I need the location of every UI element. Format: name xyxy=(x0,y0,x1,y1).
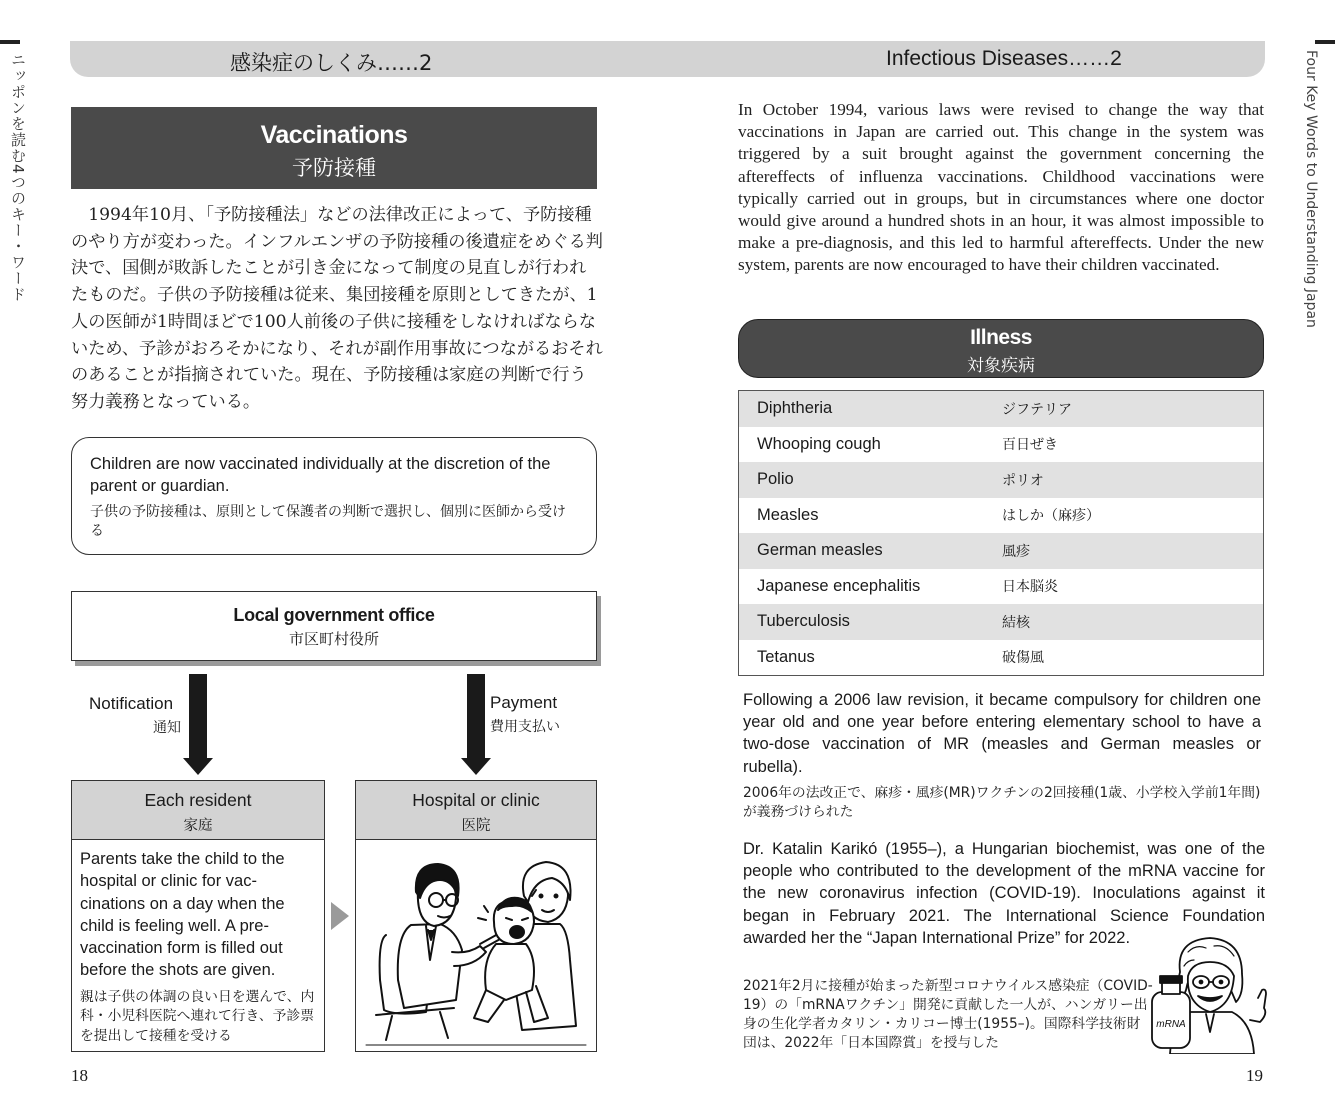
english-body-paragraph: In October 1994, various laws were revised to change the way that vaccinations in Japan are carried out. This change in the system was triggered by a suit brought against the government concerning the aftereffects of influenza vaccinations. Childhood vaccinations were typically carried out in groups, but in circumstances where one doctor would give around a hundred shots in an hour, it was almost impossible to make a pre-diagnosis, and this led to harmful aftereffects. Under the new system, parents are now encouraged to have their children vaccinated. xyxy=(738,100,1264,275)
left-side-series-title: ニッポンを読む4つのキー・ワード xyxy=(9,52,27,303)
illness-name-en: Diphtheria xyxy=(757,399,833,418)
illness-name-en: Measles xyxy=(757,505,819,524)
illness-row xyxy=(739,427,1263,463)
callout-text-jp: 子供の予防接種は、原則として保護者の判断で選択し、個別に医師から受ける xyxy=(90,504,566,539)
discretion-callout xyxy=(71,437,597,555)
illness-title-en: Illness xyxy=(970,326,1032,349)
hospital-label-jp: 医院 xyxy=(461,818,491,834)
illness-name-en: Polio xyxy=(757,470,794,489)
illness-name-jp: ジフテリア xyxy=(1002,401,1072,418)
illness-row xyxy=(739,462,1263,498)
illness-name-jp: ポリオ xyxy=(1002,472,1044,489)
payment-label-en: Payment xyxy=(490,693,558,712)
illness-name-jp: 破傷風 xyxy=(1002,650,1044,667)
right-page-number: 19 xyxy=(1246,1066,1263,1085)
illness-name-jp: 結核 xyxy=(1002,614,1030,631)
right-page-header-title: Infectious Diseases……2 xyxy=(886,47,1122,70)
illness-name-jp: 百日ぜき xyxy=(1002,437,1058,454)
illness-row xyxy=(739,640,1263,676)
japanese-body-paragraph: 1994年10月、「予防接種法」などの法律改正によって、予防接種のやり方が変わった。インフルエンザの予防接種の後遺症をめぐる判決で、国側が敗訴したことが引き金になって制度の見直しが行われたものだ。子供の予防接種は従来、集団接種を原則としてきたが、1人の医師が1時間ほどで100人前後の子供に接種をしなければならないため、予診がおろそかになり、それが副作用事故につながるおそれのあることが指摘されていた。現在、予防接種は家庭の判断で行う努力義務となっている。 xyxy=(71,205,603,412)
illness-title-jp: 対象疾病 xyxy=(967,356,1035,376)
kariko-note-jp: 2021年2月に接種が始まった新型コロナウイルス感染症（COVID-19）の「mRNAワクチン」開発に貢献した一人が、ハンガリー出身の生化学者カタリン・カリコー博士(1955–)。国際科学技術財団は、2022年「日本国際賞」を授与した xyxy=(743,978,1153,1051)
hospital-label-en: Hospital or clinic xyxy=(412,790,540,810)
hospital-box-header xyxy=(356,781,596,840)
vaccinations-title-box xyxy=(71,107,597,189)
notification-arrow-shaft xyxy=(189,674,207,759)
illness-table xyxy=(738,390,1264,676)
illness-name-en: Japanese encephalitis xyxy=(757,576,921,595)
law-revision-note-jp: 2006年の法改正で、麻疹・風疹(MR)ワクチンの2回接種(1歳、小学校入学前1年間)が義務づけられた xyxy=(743,785,1261,820)
payment-arrow-shaft xyxy=(467,674,485,759)
illness-row xyxy=(739,533,1263,569)
bottle-label: mRNA xyxy=(1156,1019,1186,1030)
kariko-note-en-text: Dr. Katalin Karikó (1955–), a Hungarian biochemist, was one of the people who contributed to the development of the mRNA vaccine for the new coronavirus infection (COVID-19). Inoculations against it began in February 2021. The International Science Foundation awarded her the “Japan International Prize” for 2022. xyxy=(743,840,1265,947)
gov-label-jp: 市区町村役所 xyxy=(288,630,379,648)
vaccinations-title-jp: 予防接種 xyxy=(292,156,376,180)
illness-row xyxy=(739,604,1263,640)
illness-name-jp: 日本脳炎 xyxy=(1002,579,1058,596)
illness-name-jp: 風疹 xyxy=(1002,543,1030,560)
illness-row xyxy=(739,569,1263,605)
illness-name-en: Whooping cough xyxy=(757,434,881,453)
illness-title-box xyxy=(738,319,1264,378)
each-resident-box xyxy=(71,780,325,1052)
law-revision-note-en: Following a 2006 law revision, it became compulsory for children one year old and one year before entering elementary school to have a two-dose vaccination of MR (measles and German measles or rubella). xyxy=(743,691,1261,776)
illness-name-en: Tetanus xyxy=(757,647,815,666)
callout-text-en: Children are now vaccinated individually at the discretion of the parent or guardian. xyxy=(90,455,551,495)
doctor-vaccinating-child-illustration xyxy=(356,840,595,1050)
left-page-number: 18 xyxy=(71,1066,88,1085)
hospital-clinic-box xyxy=(355,780,597,1052)
local-government-box xyxy=(71,591,597,661)
illness-name-jp: はしか（麻疹） xyxy=(1002,508,1100,525)
notification-arrow-head xyxy=(183,758,213,775)
notification-label-jp: 通知 xyxy=(153,720,181,736)
vaccinations-title-en: Vaccinations xyxy=(260,121,408,149)
resident-box-header xyxy=(72,781,324,840)
resident-body-jp: 親は子供の体調の良い日を選んで、内科・小児科医院へ連れて行き、予診票を提出して接種を受ける xyxy=(80,988,315,1044)
notification-label-en: Notification xyxy=(89,694,174,713)
resident-label-en: Each resident xyxy=(144,790,252,810)
illness-row xyxy=(739,498,1263,534)
payment-arrow-head xyxy=(461,758,491,775)
resident-label-jp: 家庭 xyxy=(183,818,213,834)
right-side-series-title: Four Key Words to Understanding Japan xyxy=(1303,50,1319,328)
payment-label-jp: 費用支払い xyxy=(490,719,560,735)
illness-row xyxy=(739,391,1263,427)
left-side-tab-bar xyxy=(0,40,20,44)
resident-body-en: Parents take the child to the hospital or clinic for vaccinations on a day when the child is feeling well. A prevaccination form is filled out before the shots are given. xyxy=(80,850,285,980)
kariko-caricature-illustration xyxy=(1150,932,1275,1054)
gov-label-en: Local government office xyxy=(233,605,435,625)
flow-arrow-right xyxy=(331,902,349,930)
illness-name-en: German measles xyxy=(757,541,883,560)
illness-name-en: Tuberculosis xyxy=(757,612,850,631)
left-page-header-title: 感染症のしくみ……2 xyxy=(230,51,433,75)
right-side-tab-bar xyxy=(1315,40,1335,44)
